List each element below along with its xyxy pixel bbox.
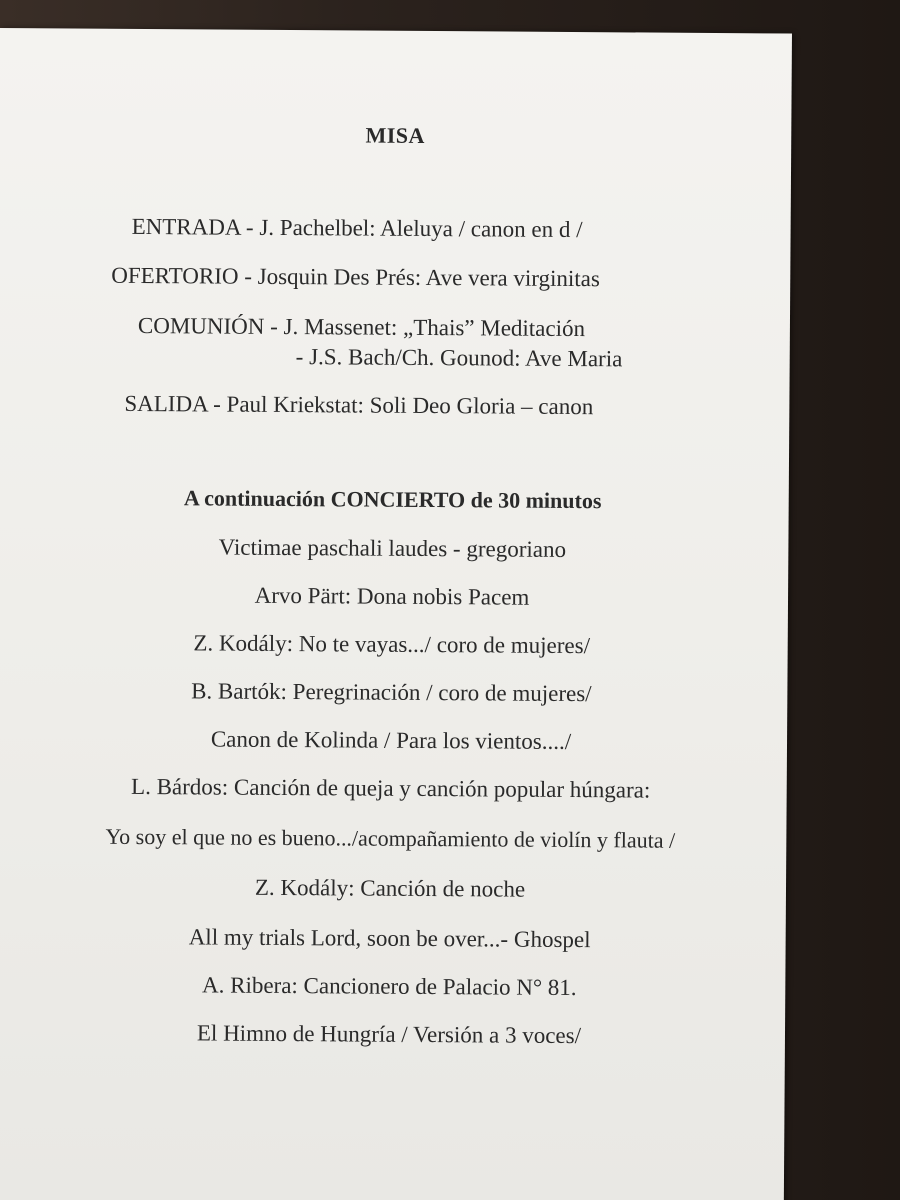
concert-heading: A continuación CONCIERTO de 30 minutos (183, 485, 602, 514)
concert-item: L. Bárdos: Canción de queja y canción popular húngara: (130, 773, 651, 803)
concert-item: Yo soy el que no es bueno.../acompañamiento de violín y flauta / (105, 823, 676, 853)
mass-ofertorio: OFERTORIO - Josquin Des Prés: Ave vera virginitas (111, 262, 600, 292)
mass-entrada: ENTRADA - J. Pachelbel: Aleluya / canon en d / (131, 213, 583, 243)
concert-item: El Himno de Hungría / Versión a 3 voces/ (196, 1020, 582, 1049)
concert-item: B. Bartók: Peregrinación / coro de mujeres/ (191, 678, 592, 707)
concert-item: Canon de Kolinda / Para los vientos..../ (210, 726, 572, 755)
mass-comunion-line-1: COMUNIÓN - J. Massenet: „Thais” Meditación (137, 312, 586, 342)
mass-salida: SALIDA - Paul Kriekstat: Soli Deo Gloria – canon (124, 390, 594, 420)
concert-item: Arvo Pärt: Dona nobis Pacem (254, 582, 530, 610)
program-sheet (0, 28, 792, 1200)
concert-item: A. Ribera: Cancionero de Palacio N° 81. (201, 972, 577, 1001)
mass-comunion-line-2: - J.S. Bach/Ch. Gounod: Ave Maria (295, 344, 623, 372)
page-title: MISA (365, 122, 426, 148)
concert-item: Victimae paschali laudes - gregoriano (218, 534, 567, 562)
concert-item: All my trials Lord, soon be over...- Ghospel (188, 924, 591, 953)
concert-item: Z. Kodály: No te vayas.../ coro de mujeres/ (193, 630, 591, 659)
concert-item: Z. Kodály: Canción de noche (254, 874, 526, 902)
